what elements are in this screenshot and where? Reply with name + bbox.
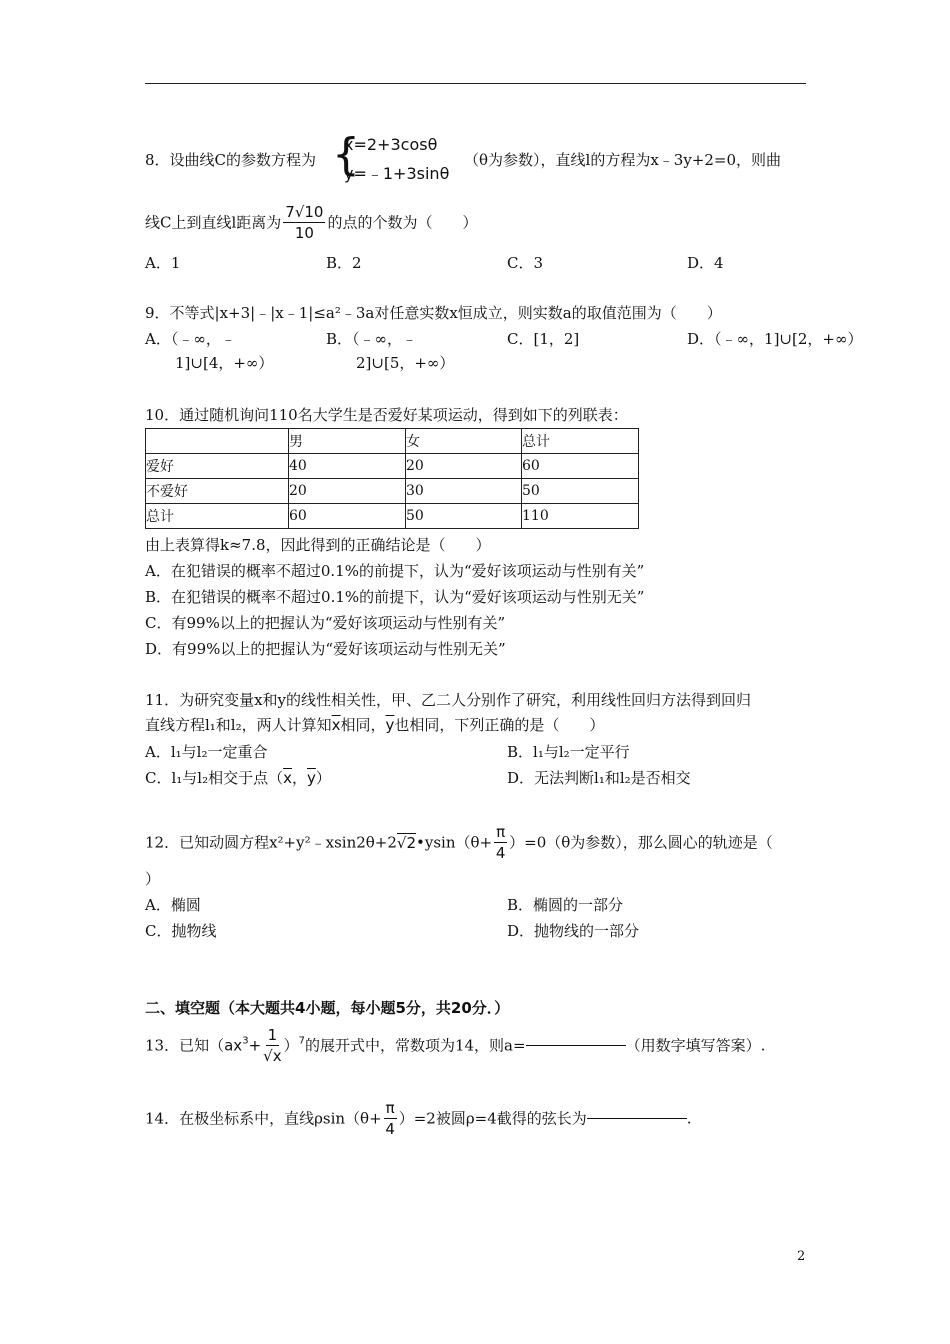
- q9-option-d: D．（﹣∞，1]∪[2，+∞）: [687, 330, 863, 348]
- q13-exp3: 3: [242, 1035, 249, 1047]
- q13-suffix: 的展开式中，常数项为14，则a=: [304, 1036, 526, 1055]
- q11-ybar: $\overline{y}$: [385, 716, 395, 734]
- q12-option-c: C．抛物线: [145, 922, 217, 940]
- q12-pi: π: [496, 823, 506, 841]
- q8-fraction: [283, 202, 325, 243]
- q8-line2-suffix: 的点的个数为（ ）: [327, 213, 478, 232]
- q8-option-d: D．4: [687, 254, 724, 272]
- table-cell: 不爱好: [146, 479, 289, 504]
- q14-suffix: ）=2被圆ρ=4截得的弦长为: [398, 1109, 587, 1128]
- q14-pi: π: [385, 1099, 395, 1117]
- table-row: [146, 479, 639, 504]
- q14-line: [145, 1098, 692, 1139]
- table-cell: 爱好: [146, 454, 289, 479]
- q11-option-a: A．l₁与l₂一定重合: [145, 743, 268, 761]
- table-cell: 总计: [146, 504, 289, 529]
- q11-option-b: B．l₁与l₂一定平行: [507, 743, 630, 761]
- q8-option-c: C．3: [507, 254, 544, 272]
- q13-a: a: [224, 1036, 234, 1055]
- q12-option-d: D．抛物线的一部分: [507, 922, 640, 940]
- q8-line2-prefix: 线C上到直线l距离为: [145, 213, 282, 232]
- q10-after: 由上表算得k≈7.8，因此得到的正确结论是（ ）: [145, 536, 491, 554]
- table-cell: 总计: [522, 429, 639, 454]
- q12-line1: [145, 822, 773, 863]
- q13-suffix2: （用数字填写答案）.: [625, 1036, 766, 1055]
- section-2-title: 二、填空题（本大题共4小题，每小题5分，共20分．）: [145, 999, 510, 1017]
- q12-option-b: B．椭圆的一部分: [507, 896, 624, 914]
- q14-fraction: [384, 1098, 397, 1139]
- table-cell: 50: [406, 504, 522, 529]
- q14-four: 4: [385, 1120, 395, 1138]
- q10-option-d: D．有99%以上的把握认为“爱好该项运动与性别无关”: [145, 640, 506, 658]
- q8-frac-num: 7√10: [285, 203, 324, 221]
- contingency-table: [145, 428, 639, 529]
- q11-optc-ybar: $\overline{y}$: [307, 769, 316, 787]
- table-cell: 60: [289, 504, 406, 529]
- q13-plus: +: [248, 1036, 262, 1055]
- q11-line2-b: 相同，: [340, 716, 386, 734]
- q8-eq2: y=﹣1+3sinθ: [344, 164, 450, 183]
- table-cell: 20: [289, 479, 406, 504]
- table-cell: 30: [406, 479, 522, 504]
- q9-option-a: A．（﹣∞，﹣: [145, 330, 236, 348]
- q11-option-c: C．l₁与l₂相交于点（$\overline{x}$，$\overline{y}$）: [145, 769, 331, 787]
- q8-line2: [145, 202, 478, 243]
- q12-mid: •ysin（θ+: [416, 833, 493, 852]
- page-number: 2: [797, 1249, 806, 1264]
- q9-option-b: B．（﹣∞，﹣: [326, 330, 418, 348]
- table-header-row: [146, 429, 639, 454]
- table-row: [146, 454, 639, 479]
- q8-equation-system: [332, 129, 462, 185]
- q14-prefix: 14．在极坐标系中，直线ρsin（θ+: [145, 1109, 382, 1128]
- table-cell: 20: [406, 454, 522, 479]
- q13-line: [145, 1025, 765, 1066]
- q11-xbar: $\overline{x}$: [331, 716, 341, 734]
- q13-exp7: 7: [298, 1035, 305, 1047]
- q8-line1-suffix: （θ为参数），直线l的方程为x﹣3y+2=0，则曲: [464, 151, 782, 169]
- q14-answer-blank[interactable]: [587, 1118, 687, 1119]
- table-cell: 40: [289, 454, 406, 479]
- q10-option-c: C．有99%以上的把握认为“爱好该项运动与性别有关”: [145, 614, 506, 632]
- q8-option-b: B．2: [326, 254, 362, 272]
- table-cell: [146, 429, 289, 454]
- q11-optc-xbar: $\overline{x}$: [283, 769, 292, 787]
- q11-line2-c: 也相同，下列正确的是（ ）: [394, 716, 605, 734]
- q13-answer-blank[interactable]: [526, 1045, 626, 1046]
- table-cell: 60: [522, 454, 639, 479]
- q8-frac-den: 10: [294, 224, 314, 242]
- q10-option-a: A．在犯错误的概率不超过0.1%的前提下，认为“爱好该项运动与性别有关”: [145, 562, 645, 580]
- q9-option-a-wrap: 1]∪[4，+∞）: [175, 354, 274, 372]
- table-cell: 女: [406, 429, 522, 454]
- q11-option-d: D．无法判断l₁和l₂是否相交: [507, 769, 691, 787]
- table-cell: 男: [289, 429, 406, 454]
- q12-suffix: ）=0（θ为参数），那么圆心的轨迹是（: [509, 833, 773, 852]
- q8-line1: [145, 150, 316, 170]
- q11-line1: 11．为研究变量x和y的线性相关性，甲、乙二人分别作了研究，利用线性回归方法得到回归: [145, 691, 752, 709]
- q9-option-b-wrap: 2]∪[5，+∞）: [356, 354, 455, 372]
- q9-option-c: C．[1，2]: [507, 330, 580, 348]
- q9-text: 9．不等式|x+3|﹣|x﹣1|≤a²﹣3a对任意实数x恒成立，则实数a的取值范围为（ ）: [145, 304, 722, 322]
- q8-eq1: x=2+3cosθ: [344, 135, 438, 154]
- q13-one: 1: [267, 1026, 278, 1044]
- q10-option-b: B．在犯错误的概率不超过0.1%的前提下，认为“爱好该项运动与性别无关”: [145, 588, 645, 606]
- header-rule: [145, 83, 806, 84]
- q12-fraction: [494, 822, 507, 863]
- table-cell: 110: [522, 504, 639, 529]
- q13-sqrtx: √x: [263, 1047, 282, 1065]
- q13-x: x: [233, 1036, 243, 1055]
- table-row: [146, 504, 639, 529]
- q13-prefix: 13．已知（: [145, 1036, 225, 1055]
- q12-four: 4: [495, 844, 506, 862]
- q12-option-a: A．椭圆: [145, 896, 201, 914]
- q11-optc-b: ）: [315, 769, 331, 787]
- table-cell: 50: [522, 479, 639, 504]
- q13-fraction: [263, 1025, 281, 1066]
- q10-text: 10．通过随机询问110名大学生是否爱好某项运动，得到如下的列联表：: [145, 406, 628, 424]
- q8-option-a: A．1: [145, 254, 181, 272]
- q11-line2-a: 直线方程l₁和l₂，两人计算知: [145, 716, 332, 734]
- q12-line2: ）: [145, 870, 161, 888]
- q11-line2: [145, 715, 604, 735]
- q12-prefix: 12．已知动圆方程x²+y²﹣xsin2θ+2: [145, 833, 397, 852]
- brace-icon: {: [332, 129, 360, 180]
- q8-prefix: 8．设曲线C的参数方程为: [145, 151, 317, 169]
- q14-end: .: [686, 1109, 692, 1128]
- q11-optc-a: C．l₁与l₂相交于点（: [145, 769, 284, 787]
- q12-sqrt2: √2: [396, 833, 417, 852]
- q13-close: ）: [283, 1036, 299, 1055]
